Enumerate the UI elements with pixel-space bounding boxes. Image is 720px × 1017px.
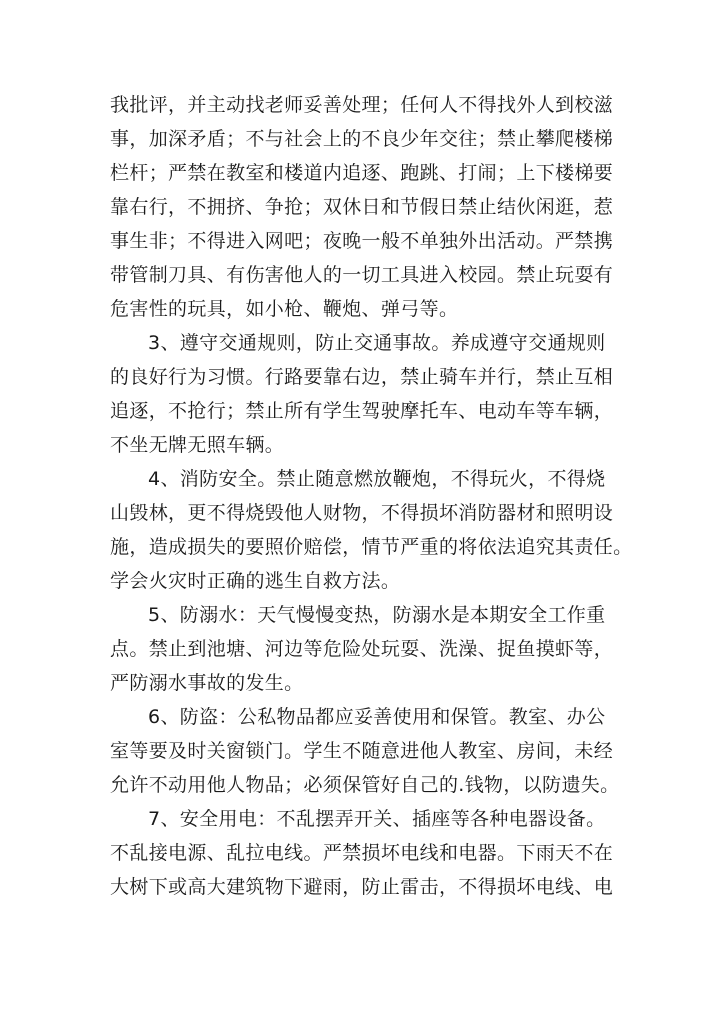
text-line: 事生非；不得进入网吧；夜晚一般不单独外出活动。严禁携 [110,230,614,252]
text-line: 带管制刀具、有伤害他人的一切工具进入校园。禁止玩耍有 [110,264,614,286]
text-line: 允许不动用他人物品；必须保管好自己的.钱物，以防遗失。 [110,774,620,796]
text-line: 山毁林，更不得烧毁他人财物，不得损坏消防器材和照明设 [110,502,614,524]
document-body [110,88,633,904]
text-line: 不乱接电源、乱拉电线。严禁损坏电线和电器。下雨天不在 [110,842,614,864]
paragraph-6-first-line: 6、防盗：公私物品都应妥善使用和保管。教室、办公 [148,706,606,728]
text-line: 施，造成损失的要照价赔偿，情节严重的将依法追究其责任。 [110,536,633,558]
text-line: 室等要及时关窗锁门。学生不随意进他人教室、房间，未经 [110,740,614,762]
text-line: 危害性的玩具，如小枪、鞭炮、弹弓等。 [110,298,459,320]
paragraph-7-first-line: 7、安全用电：不乱摆弄开关、插座等各种电器设备。 [148,808,606,830]
text-line: 不坐无牌无照车辆。 [110,434,285,456]
text-line: 点。禁止到池塘、河边等危险处玩耍、洗澡、捉鱼摸虾等， [110,638,614,660]
text-line: 学会火灾时正确的逃生自救方法。 [110,570,401,592]
text-line: 事，加深矛盾；不与社会上的不良少年交往；禁止攀爬楼梯 [110,128,614,150]
text-line: 我批评，并主动找老师妥善处理；任何人不得找外人到校滋 [110,94,614,116]
text-line: 靠右行，不拥挤、争抢；双休日和节假日禁止结伙闲逛，惹 [110,196,614,218]
paragraph-3-first-line: 3、遵守交通规则，防止交通事故。养成遵守交通规则 [148,332,606,354]
text-line: 栏杆；严禁在教室和楼道内追逐、跑跳、打闹；上下楼梯要 [110,162,614,184]
paragraph-5-first-line: 5、防溺水：天气慢慢变热，防溺水是本期安全工作重 [148,604,606,626]
text-line: 的良好行为习惯。行路要靠右边，禁止骑车并行，禁止互相 [110,366,614,388]
text-line: 追逐，不抢行；禁止所有学生驾驶摩托车、电动车等车辆， [110,400,614,422]
text-line: 大树下或高大建筑物下避雨，防止雷击，不得损坏电线、电 [110,876,614,898]
paragraph-4-first-line: 4、消防安全。禁止随意燃放鞭炮，不得玩火，不得烧 [148,468,606,490]
text-line: 严防溺水事故的发生。 [110,672,304,694]
